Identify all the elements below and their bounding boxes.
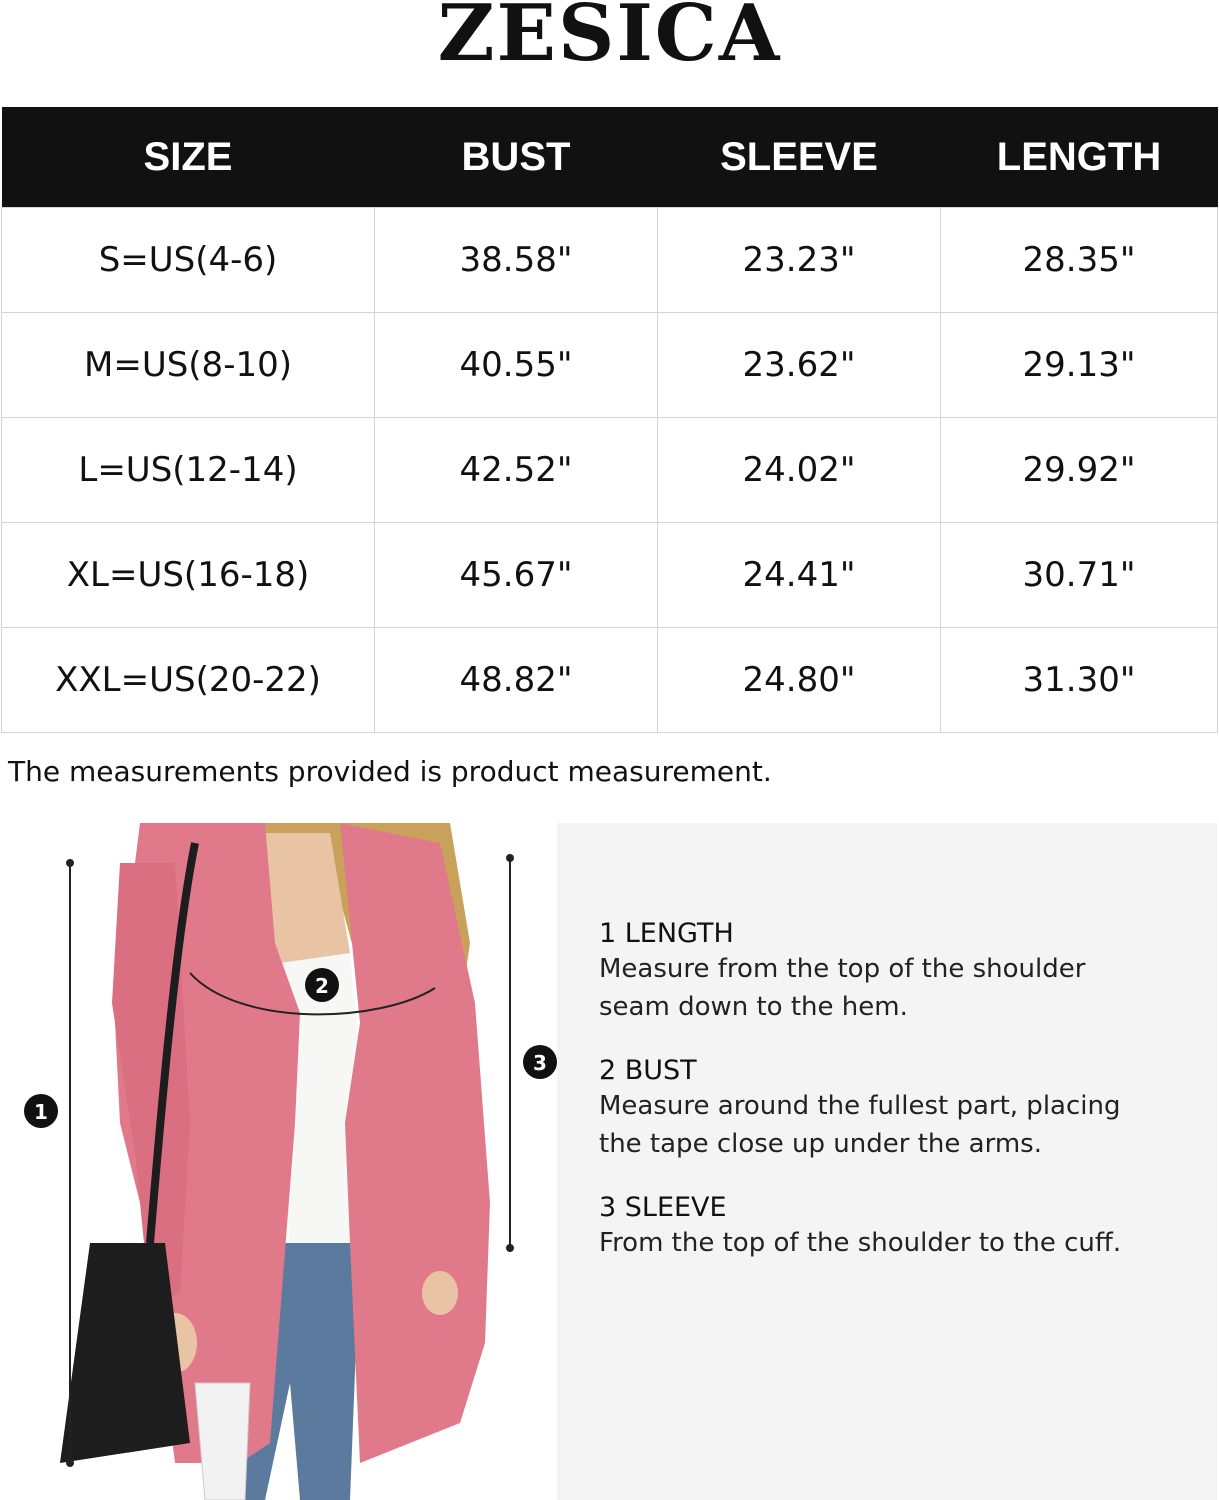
column-header-sleeve: SLEEVE [658, 107, 941, 208]
guide-length-desc-line2: seam down to the hem. [599, 992, 908, 1022]
cardigan-right [340, 823, 490, 1463]
measurement-note: The measurements provided is product measurement. [8, 755, 772, 788]
cell-bust: 40.55" [375, 313, 658, 418]
guide-length-title: 1 LENGTH [599, 918, 734, 949]
guide-bust-title: 2 BUST [599, 1055, 697, 1086]
cell-sleeve: 24.80" [658, 628, 941, 733]
marker-1-label: 1 [34, 1100, 48, 1124]
cell-sleeve: 24.41" [658, 523, 941, 628]
cell-sleeve: 23.62" [658, 313, 941, 418]
table-header-row [2, 107, 1218, 208]
guide-bust [599, 1055, 1199, 1162]
marker-2-label: 2 [315, 974, 329, 998]
table-row [2, 523, 1218, 628]
guide-length-desc-line1: Measure from the top of the shoulder [599, 954, 1086, 984]
model-photo [0, 823, 557, 1500]
cell-size: M=US(8-10) [2, 313, 375, 418]
cell-bust: 42.52" [375, 418, 658, 523]
column-header-length: LENGTH [941, 107, 1218, 208]
table-row [2, 208, 1218, 313]
guide-bust-desc-line2: the tape close up under the arms. [599, 1129, 1042, 1159]
size-chart-table [1, 107, 1218, 733]
cell-length: 30.71" [941, 523, 1218, 628]
guide-sleeve [599, 1192, 1199, 1261]
cell-length: 29.92" [941, 418, 1218, 523]
sleeve-line-top-dot [506, 854, 514, 862]
cell-length: 31.30" [941, 628, 1218, 733]
cell-size: L=US(12-14) [2, 418, 375, 523]
length-line-top-dot [66, 859, 74, 867]
cell-bust: 38.58" [375, 208, 658, 313]
cell-bust: 45.67" [375, 523, 658, 628]
coffee-cup [195, 1383, 250, 1500]
table-row [2, 313, 1218, 418]
table-row [2, 628, 1218, 733]
guide-sleeve-title: 3 SLEEVE [599, 1192, 727, 1223]
length-line-bottom-dot [66, 1459, 74, 1467]
marker-3-label: 3 [533, 1051, 547, 1075]
guide-bust-desc-line1: Measure around the fullest part, placing [599, 1091, 1121, 1121]
cell-length: 28.35" [941, 208, 1218, 313]
brand-logo: ZESICA [437, 0, 782, 79]
table-row [2, 418, 1218, 523]
guide-sleeve-desc-line1: From the top of the shoulder to the cuff. [599, 1228, 1122, 1258]
cell-sleeve: 23.23" [658, 208, 941, 313]
column-header-bust: BUST [375, 107, 658, 208]
cell-bust: 48.82" [375, 628, 658, 733]
column-header-size: SIZE [2, 107, 375, 208]
cell-size: XL=US(16-18) [2, 523, 375, 628]
sleeve-line-bottom-dot [506, 1244, 514, 1252]
cell-length: 29.13" [941, 313, 1218, 418]
cell-size: XXL=US(20-22) [2, 628, 375, 733]
cell-sleeve: 24.02" [658, 418, 941, 523]
pocket-hand [422, 1271, 458, 1315]
cell-size: S=US(4-6) [2, 208, 375, 313]
guide-length [599, 918, 1199, 1025]
